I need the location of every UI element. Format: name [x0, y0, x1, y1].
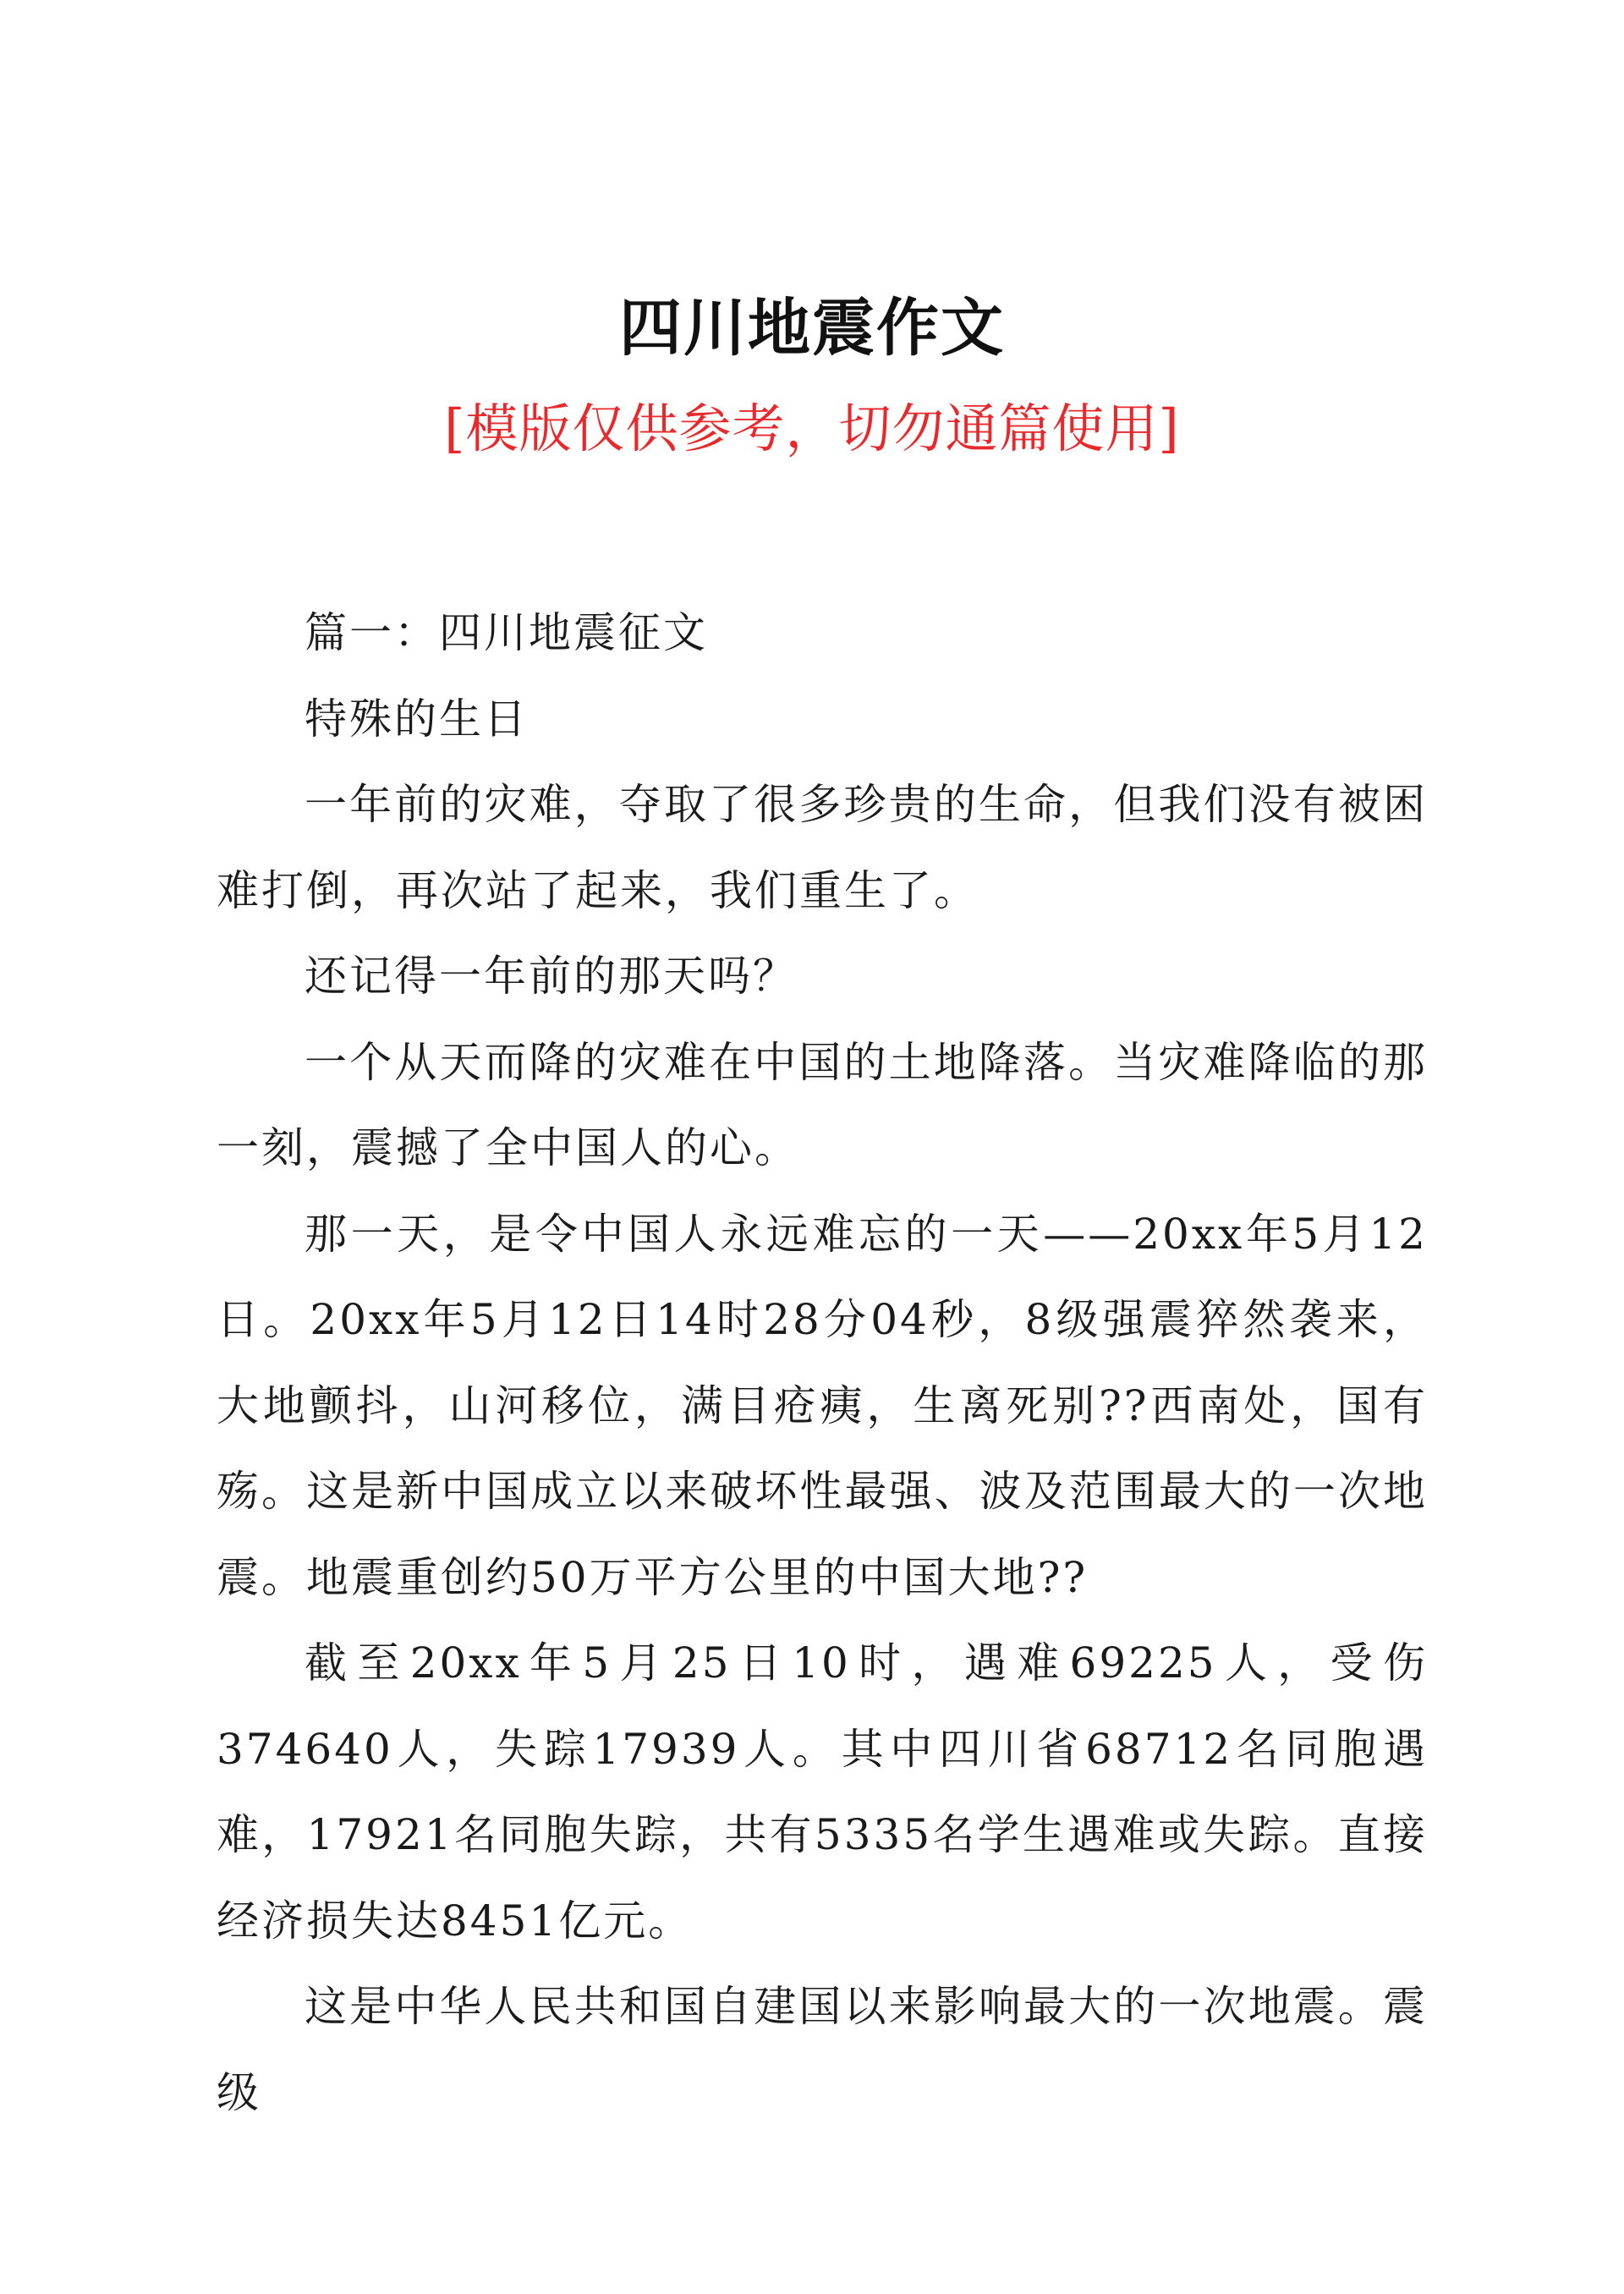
body-paragraph: 这是中华人民共和国自建国以来影响最大的一次地震。震级: [217, 1982, 1428, 2117]
essay-title: 特殊的生日: [304, 694, 529, 744]
template-disclaimer: [模版仅供参考，切勿通篇使用]: [444, 398, 1180, 459]
body-paragraph: 一个从天而降的灾难在中国的土地降落。当灾难降临的那一刻，震撼了全中国人的心。: [217, 1037, 1428, 1172]
body-paragraph: 那一天，是令中国人永远难忘的一天——20xx年5月12日。20xx年5月12日14时28分04秒，8级强震猝然袭来，大地颤抖，山河移位，满目疮痍，生离死别??西南处，国有殇。这是新中国成立以来破坏性最强、波及范围最大的一次地震。地震重创约50万平方公里的中国大地??: [217, 1209, 1428, 1602]
body-paragraph: 一年前的灾难，夺取了很多珍贵的生命，但我们没有被困难打倒，再次站了起来，我们重生了。: [217, 780, 1428, 915]
document-body: [217, 590, 1428, 2136]
section-heading: 篇一：四川地震征文: [304, 608, 708, 657]
body-paragraph: 截至20xx年5月25日10时，遇难69225人，受伤374640人，失踪17939人。其中四川省68712名同胞遇难，17921名同胞失踪，共有5335名学生遇难或失踪。直接经济损失达8451亿元。: [217, 1638, 1428, 1946]
document-title: 四川地震作文: [619, 292, 1005, 365]
body-paragraph: 还记得一年前的那天吗？: [304, 952, 798, 1001]
